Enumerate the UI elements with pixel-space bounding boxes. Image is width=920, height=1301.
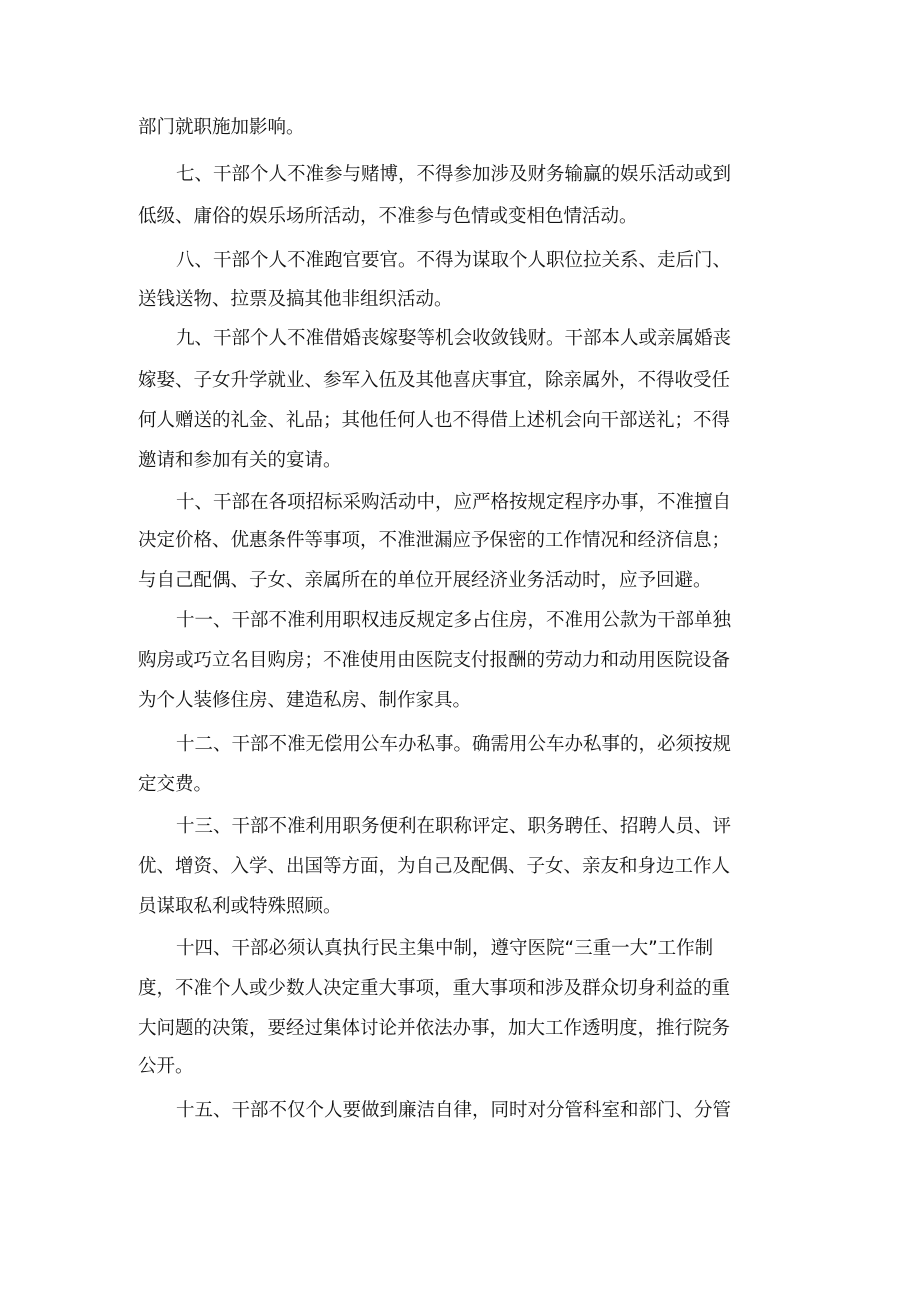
text-line: 十三、干部不准利用职务便利在职称评定、职务聘任、招聘人员、评 bbox=[176, 816, 732, 837]
text-line: 购房或巧立名目购房；不准使用由医院支付报酬的劳动力和动用医院设备 bbox=[138, 650, 731, 671]
text-line: 员谋取私利或特殊照顾。 bbox=[138, 896, 342, 917]
text-line: 为个人装修住房、建造私房、制作家具。 bbox=[138, 690, 472, 711]
text-line: 八、干部个人不准跑官要官。不得为谋取个人职位拉关系、走后门、 bbox=[176, 250, 732, 271]
text-line: 十、干部在各项招标采购活动中，应严格按规定程序办事，不准擅自 bbox=[176, 492, 732, 513]
text-line: 部门就职施加影响。 bbox=[138, 117, 305, 138]
text-line: 低级、庸俗的娱乐场所活动，不准参与色情或变相色情活动。 bbox=[138, 206, 638, 227]
text-line: 十四、干部必须认真执行民主集中制，遵守医院“三重一大”工作制 bbox=[176, 938, 714, 959]
text-line: 优、增资、入学、出国等方面，为自己及配偶、子女、亲友和身边工作人 bbox=[138, 856, 731, 877]
text-line: 送钱送物、拉票及搞其他非组织活动。 bbox=[138, 289, 453, 310]
text-line: 嫁娶、子女升学就业、参军入伍及其他喜庆事宜，除亲属外，不得收受任 bbox=[138, 370, 731, 391]
text-line: 大问题的决策，要经过集体讨论并依法办事，加大工作透明度，推行院务 bbox=[138, 1018, 731, 1039]
text-line: 何人赠送的礼金、礼品；其他任何人也不得借上述机会向干部送礼；不得 bbox=[138, 410, 731, 431]
text-line: 与自己配偶、子女、亲属所在的单位开展经济业务活动时，应予回避。 bbox=[138, 570, 712, 591]
text-line: 决定价格、优惠条件等事项，不准泄漏应予保密的工作情况和经济信息； bbox=[138, 530, 731, 551]
text-line: 七、干部个人不准参与赌博，不得参加涉及财务输赢的娱乐活动或到 bbox=[176, 164, 732, 185]
text-line: 十二、干部不准无偿用公车办私事。确需用公车办私事的，必须按规 bbox=[176, 734, 732, 755]
text-line: 公开。 bbox=[138, 1056, 194, 1077]
text-line: 十一、干部不准利用职权违反规定多占住房，不准用公款为干部单独 bbox=[176, 610, 732, 631]
text-line: 十五、干部不仅个人要做到廉洁自律，同时对分管科室和部门、分管 bbox=[176, 1100, 732, 1121]
text-line: 度，不准个人或少数人决定重大事项，重大事项和涉及群众切身利益的重 bbox=[138, 978, 731, 999]
text-line: 九、干部个人不准借婚丧嫁娶等机会收敛钱财。干部本人或亲属婚丧 bbox=[176, 328, 732, 349]
text-line: 邀请和参加有关的宴请。 bbox=[138, 450, 342, 471]
text-line: 定交费。 bbox=[138, 774, 213, 795]
